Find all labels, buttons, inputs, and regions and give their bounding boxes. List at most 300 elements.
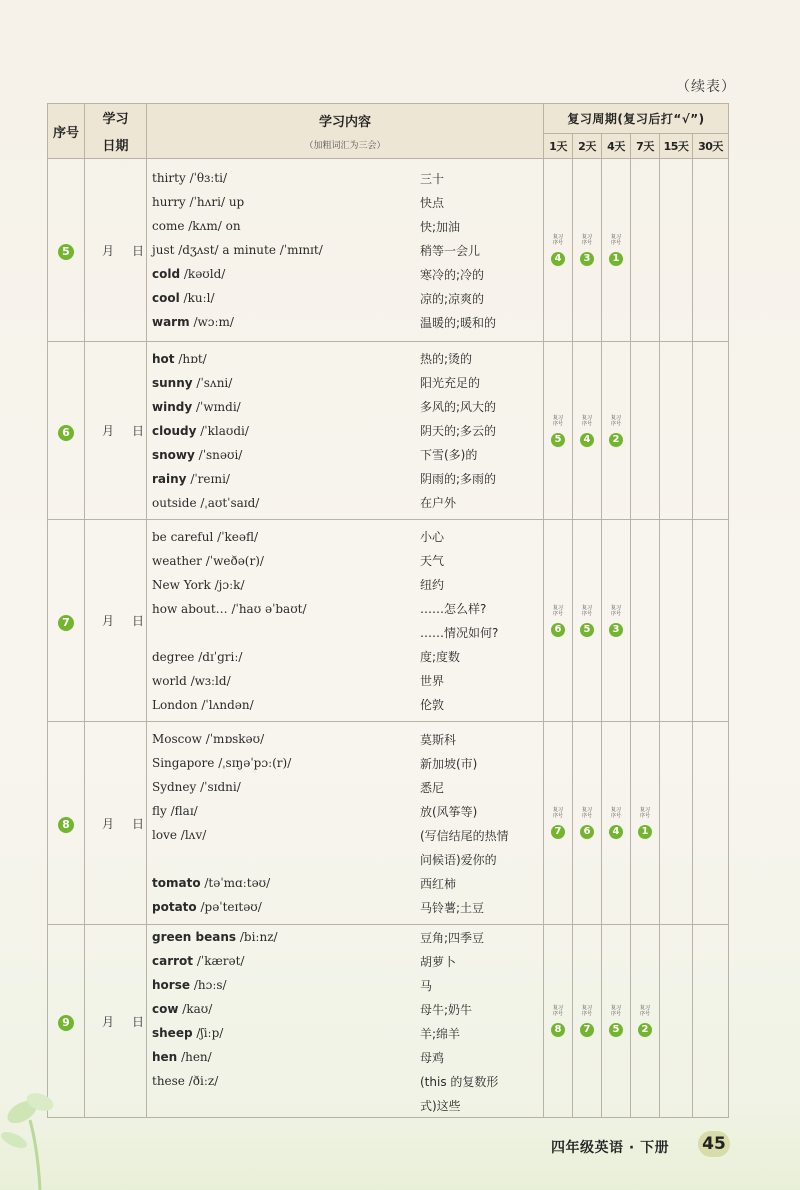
study-content	[147, 342, 544, 520]
vocab-item	[147, 443, 543, 467]
vocab-meaning: 多风的;风大的	[420, 400, 497, 414]
vocab-word: New York	[152, 577, 211, 592]
vocab-word-cell	[147, 424, 420, 438]
study-date-field[interactable]	[85, 722, 147, 925]
review-sequence-number: 5	[551, 433, 565, 447]
vocab-phonetic: /ˈmɒskəʊ/	[205, 732, 265, 746]
review-sequence-badge	[577, 1005, 597, 1037]
vocab-meaning: 莫斯科	[420, 732, 457, 747]
review-checkbox-cell[interactable]	[602, 520, 631, 722]
vocab-meaning: ……情况如何?	[420, 626, 499, 640]
vocab-meaning: 在户外	[420, 496, 457, 510]
vocab-word: outside	[152, 495, 197, 510]
section-number	[48, 342, 85, 520]
vocab-meaning: 稍等一会儿	[420, 243, 481, 258]
vocab-item	[147, 310, 543, 334]
vocab-item	[147, 799, 543, 823]
vocab-item	[147, 395, 543, 419]
vocab-item	[147, 1093, 543, 1117]
vocab-word-cell	[147, 954, 420, 968]
review-checkbox-cell[interactable]	[602, 342, 631, 520]
day-label: 日	[132, 1014, 145, 1029]
review-checkbox-cell[interactable]	[660, 925, 693, 1118]
section-number	[48, 722, 85, 925]
review-checkbox-cell[interactable]	[631, 520, 660, 722]
vocab-word: how about…	[152, 601, 228, 616]
vocab-word: thirty	[152, 171, 186, 185]
vocab-phonetic: /dɪˈgriː/	[198, 649, 243, 664]
review-badge-label: 序号	[639, 813, 650, 819]
review-badge-label: 复习	[610, 1005, 621, 1011]
review-checkbox-cell[interactable]	[602, 722, 631, 925]
review-sequence-badge	[577, 234, 597, 266]
vocab-item	[147, 669, 543, 693]
vocab-meaning: 快;加油	[420, 219, 461, 234]
vocab-item	[147, 371, 543, 395]
review-badge-label: 序号	[581, 813, 592, 819]
review-sequence-number: 2	[638, 1023, 652, 1037]
section-row	[48, 520, 729, 722]
review-sequence-badge	[577, 605, 597, 637]
vocab-meaning: 小心	[420, 530, 445, 544]
review-badge-label: 复习	[552, 234, 563, 240]
vocab-meaning: 度;度数	[420, 650, 461, 664]
vocab-item	[147, 525, 543, 549]
study-date-field[interactable]	[85, 520, 147, 722]
review-checkbox-cell[interactable]	[602, 925, 631, 1118]
vocab-phonetic: /ˈsʌni/	[196, 375, 233, 390]
vocab-word-cell	[147, 578, 420, 592]
vocab-meaning: 马	[420, 978, 433, 993]
section-number-badge: 8	[58, 817, 74, 833]
vocab-item	[147, 597, 543, 621]
vocab-item	[147, 775, 543, 799]
day-label: 日	[132, 614, 145, 628]
vocab-item	[147, 573, 543, 597]
vocab-word-cell	[147, 804, 420, 818]
vocab-phonetic: /ˈreɪni/	[190, 471, 230, 486]
review-sequence-badge	[548, 415, 568, 447]
review-sequence-badge	[606, 807, 626, 839]
vocab-word-cell	[147, 602, 420, 616]
vocab-meaning: (写信结尾的热情	[420, 828, 509, 843]
header-date	[85, 104, 147, 159]
review-sequence-number: 4	[551, 252, 565, 266]
vocab-phonetic: /flaɪ/	[170, 804, 198, 818]
vocab-word-cell	[147, 780, 420, 794]
vocab-word: love	[152, 828, 177, 842]
header-seq: 序号	[48, 104, 85, 159]
vocab-word-cell	[147, 1074, 420, 1088]
header-day: 7天	[631, 133, 660, 158]
vocab-word-cell	[147, 530, 420, 544]
vocab-meaning: 凉的;凉爽的	[420, 291, 485, 306]
header-content-title: 学习内容	[318, 115, 371, 130]
review-badge-label: 复习	[552, 1005, 563, 1011]
vocab-word: tomato	[152, 876, 201, 890]
vocab-phonetic: /ˈhʌri/ up	[189, 195, 245, 209]
vocab-word-cell	[147, 219, 420, 233]
vocab-word-cell	[147, 1002, 420, 1016]
vocab-phonetic: /ʃiːp/	[196, 1026, 224, 1040]
vocab-word: hurry	[152, 195, 186, 209]
vocab-meaning: ……怎么样?	[420, 602, 487, 616]
month-label: 月	[102, 1014, 115, 1029]
review-badge-label: 序号	[581, 240, 592, 246]
vocab-meaning: 寒冷的;冷的	[420, 267, 485, 282]
vocab-word-cell	[147, 376, 420, 390]
review-sequence-number: 4	[580, 433, 594, 447]
plant-illustration	[0, 1040, 90, 1190]
review-checkbox-cell[interactable]	[660, 520, 693, 722]
vocab-meaning: 纽约	[420, 578, 445, 592]
vocab-phonetic: /pəˈteɪtəʊ/	[200, 900, 262, 914]
vocab-word: Moscow	[152, 732, 202, 746]
section-row	[48, 159, 729, 342]
vocab-meaning: 阳光充足的	[420, 376, 481, 390]
review-badge-label: 复习	[552, 604, 563, 611]
vocab-word: cloudy	[152, 423, 197, 438]
vocab-word: horse	[152, 978, 190, 992]
review-badge-label: 序号	[552, 610, 563, 617]
vocab-word-cell	[147, 448, 420, 462]
vocab-word: weather	[152, 553, 202, 568]
review-sequence-badge	[635, 807, 655, 839]
day-label: 日	[132, 424, 145, 438]
review-checkbox-cell[interactable]	[544, 342, 573, 520]
vocab-word-cell	[147, 876, 420, 890]
header-day: 15天	[660, 133, 693, 158]
review-badge-label: 复习	[552, 807, 563, 813]
review-checkbox-cell[interactable]	[573, 925, 602, 1118]
section-number-badge: 9	[58, 1015, 74, 1031]
review-sequence-number: 7	[580, 1023, 594, 1037]
review-checkbox-cell[interactable]	[660, 159, 693, 342]
book-title: 四年级英语 · 下册	[551, 1140, 670, 1156]
vocab-item	[147, 1069, 543, 1093]
study-date-field[interactable]	[85, 342, 147, 520]
page-number: 45	[698, 1131, 730, 1157]
vocab-word: green beans	[152, 930, 237, 944]
review-checkbox-cell[interactable]	[693, 342, 729, 520]
vocab-phonetic: /jɔːk/	[214, 577, 245, 592]
header-date-line1: 学习	[102, 112, 129, 127]
section-row	[48, 342, 729, 520]
review-badge-label: 序号	[610, 813, 621, 819]
vocab-item	[147, 1021, 543, 1045]
vocab-phonetic: /ˈweðə(r)/	[205, 553, 264, 568]
vocab-phonetic: /ˈwɪndi/	[195, 399, 241, 414]
vocab-item	[147, 286, 543, 310]
review-sequence-number: 1	[609, 252, 623, 266]
vocab-phonetic: /hen/	[181, 1050, 212, 1064]
vocab-item	[147, 895, 543, 919]
vocab-phonetic: /ˌaʊtˈsaɪd/	[200, 495, 260, 510]
review-badge-label: 复习	[581, 414, 592, 421]
review-badge-label: 序号	[610, 240, 621, 246]
section-number	[48, 159, 85, 342]
vocab-word-cell	[147, 978, 420, 992]
vocab-meaning: 阴天的;多云的	[420, 424, 497, 438]
vocab-item	[147, 727, 543, 751]
vocab-word: Sydney	[152, 780, 197, 794]
vocab-phonetic: /wɔːm/	[193, 315, 234, 329]
vocab-item	[147, 871, 543, 895]
review-sequence-number: 8	[551, 1023, 565, 1037]
vocab-phonetic: /kaʊ/	[182, 1002, 213, 1016]
review-checkbox-cell[interactable]	[631, 925, 660, 1118]
vocab-item	[147, 190, 543, 214]
vocab-phonetic: /ˈlʌndən/	[201, 697, 254, 712]
vocab-word: potato	[152, 900, 197, 914]
vocab-meaning: 世界	[420, 674, 445, 688]
vocab-word-cell	[147, 828, 420, 842]
vocab-word: Singapore	[152, 756, 215, 770]
review-checkbox-cell[interactable]	[631, 159, 660, 342]
vocab-word: world	[152, 673, 187, 688]
vocab-phonetic: /ˌsɪŋəˈpɔː(r)/	[218, 756, 292, 770]
vocab-word-cell	[147, 243, 420, 257]
vocab-item	[147, 491, 543, 515]
review-sequence-badge	[606, 1005, 626, 1037]
vocab-word: just	[152, 243, 175, 257]
vocab-word-cell	[147, 756, 420, 770]
review-checkbox-cell[interactable]	[573, 159, 602, 342]
vocab-item	[147, 973, 543, 997]
vocab-word: warm	[152, 315, 190, 329]
review-sequence-badge	[635, 1005, 655, 1037]
vocab-word-cell	[147, 650, 420, 664]
vocab-word: rainy	[152, 471, 187, 486]
review-checkbox-cell[interactable]	[544, 925, 573, 1118]
review-badge-label: 序号	[581, 420, 592, 427]
vocab-word-cell	[147, 674, 420, 688]
header-content	[147, 104, 544, 159]
review-badge-label: 序号	[639, 1011, 650, 1017]
vocab-word: sheep	[152, 1026, 193, 1040]
review-badge-label: 序号	[581, 1011, 592, 1017]
day-label: 日	[132, 816, 145, 831]
vocab-word-cell	[147, 732, 420, 746]
vocab-word-cell	[147, 352, 420, 366]
review-checkbox-cell[interactable]	[660, 722, 693, 925]
vocab-item	[147, 847, 543, 871]
vocab-word: carrot	[152, 954, 194, 968]
review-badge-label: 序号	[610, 610, 621, 617]
review-checkbox-cell[interactable]	[602, 159, 631, 342]
vocab-meaning: 胡萝卜	[420, 954, 457, 969]
review-badge-label: 复习	[581, 234, 592, 240]
review-checkbox-cell[interactable]	[573, 722, 602, 925]
vocab-item	[147, 419, 543, 443]
section-row	[48, 925, 729, 1118]
review-sequence-badge	[577, 807, 597, 839]
vocab-phonetic: /təˈmɑːtəʊ/	[204, 876, 271, 890]
review-sequence-number: 7	[551, 825, 565, 839]
review-sequence-badge	[548, 807, 568, 839]
vocab-item	[147, 238, 543, 262]
review-sequence-number: 6	[551, 623, 565, 637]
day-label: 日	[132, 243, 145, 258]
review-checkbox-cell[interactable]	[693, 925, 729, 1118]
vocab-meaning: 天气	[420, 554, 445, 568]
vocab-meaning: 下雪(多)的	[420, 448, 478, 462]
vocab-word: London	[152, 697, 198, 712]
vocab-word-cell	[147, 496, 420, 510]
review-sequence-badge	[577, 415, 597, 447]
vocab-word-cell	[147, 472, 420, 486]
review-checkbox-cell[interactable]	[660, 342, 693, 520]
vocab-phonetic: /kəʊld/	[183, 267, 226, 281]
review-sequence-number: 1	[638, 825, 652, 839]
vocab-item	[147, 925, 543, 949]
vocab-meaning: 新加坡(市)	[420, 756, 478, 771]
review-badge-label: 序号	[552, 813, 563, 819]
review-checkbox-cell[interactable]	[544, 520, 573, 722]
vocab-item	[147, 751, 543, 775]
vocab-word: fly	[152, 804, 167, 818]
review-badge-label: 复习	[552, 414, 563, 421]
study-date-field[interactable]	[85, 159, 147, 342]
vocab-item	[147, 621, 543, 645]
review-sequence-badge	[606, 605, 626, 637]
review-checkbox-cell[interactable]	[631, 342, 660, 520]
vocab-phonetic: /dʒʌst/ a minute /ˈmɪnɪt/	[178, 243, 323, 257]
vocab-meaning: 伦敦	[420, 698, 445, 712]
vocab-word-cell	[147, 195, 420, 209]
vocab-meaning: 快点	[420, 195, 445, 210]
vocab-meaning: 放(风筝等)	[420, 804, 478, 819]
vocab-meaning: 母鸡	[420, 1050, 445, 1065]
vocab-meaning: 悉尼	[420, 780, 445, 795]
vocab-word-cell	[147, 1050, 420, 1064]
vocab-item	[147, 262, 543, 286]
vocab-meaning: 温暖的;暖和的	[420, 315, 497, 330]
vocab-word: cool	[152, 291, 180, 305]
review-sequence-number: 3	[609, 623, 623, 637]
vocab-phonetic: /lʌv/	[180, 828, 207, 842]
vocab-meaning: 热的;烫的	[420, 352, 473, 366]
header-day: 4天	[602, 133, 631, 158]
review-sequence-number: 3	[580, 252, 594, 266]
vocab-word: windy	[152, 399, 193, 414]
vocab-word: be careful	[152, 529, 214, 544]
vocab-meaning: 问候语)爱你的	[420, 852, 497, 867]
month-label: 月	[102, 816, 115, 831]
month-label: 月	[102, 424, 115, 438]
vocab-phonetic: /kʌm/ on	[188, 219, 241, 233]
vocab-item	[147, 645, 543, 669]
vocab-word-cell	[147, 400, 420, 414]
header-review-cycle: 复习周期(复习后打“√”)	[544, 104, 729, 134]
review-sequence-badge	[606, 234, 626, 266]
vocab-meaning: 母牛;奶牛	[420, 1002, 473, 1017]
month-label: 月	[102, 614, 115, 628]
vocab-word-cell	[147, 291, 420, 305]
review-badge-label: 复习	[610, 807, 621, 813]
review-checkbox-cell[interactable]	[631, 722, 660, 925]
header-day: 30天	[693, 133, 729, 158]
vocab-word: snowy	[152, 447, 195, 462]
vocab-phonetic: /ˈkærət/	[196, 954, 245, 968]
review-sequence-badge	[606, 415, 626, 447]
vocab-meaning: 三十	[420, 171, 445, 186]
vocab-word: cow	[152, 1002, 179, 1016]
vocab-item	[147, 214, 543, 238]
vocab-word: degree	[152, 649, 195, 664]
vocab-word: come	[152, 219, 185, 233]
review-sequence-number: 4	[609, 825, 623, 839]
review-checkbox-cell[interactable]	[693, 722, 729, 925]
vocab-word: hot	[152, 351, 175, 366]
vocab-word-cell	[147, 930, 420, 944]
vocab-word-cell	[147, 267, 420, 281]
review-badge-label: 序号	[552, 240, 563, 246]
vocab-phonetic: /wɜːld/	[190, 673, 231, 688]
vocab-word-cell	[147, 698, 420, 712]
vocab-phonetic: /hɒt/	[178, 351, 207, 366]
review-checkbox-cell[interactable]	[544, 722, 573, 925]
section-number-badge: 6	[58, 425, 74, 441]
section-number	[48, 520, 85, 722]
vocab-meaning: 马铃薯;土豆	[420, 900, 485, 915]
review-badge-label: 复习	[610, 234, 621, 240]
review-badge-label: 序号	[610, 420, 621, 427]
review-sequence-number: 6	[580, 825, 594, 839]
header-day: 1天	[544, 133, 573, 158]
vocab-word-cell	[147, 1026, 420, 1040]
vocab-item	[147, 1045, 543, 1069]
vocab-meaning: 西红柿	[420, 876, 457, 891]
header-content-subtitle: （加粗词汇为三会）	[304, 141, 386, 151]
review-checkbox-cell[interactable]	[573, 520, 602, 722]
vocab-phonetic: /kuːl/	[183, 291, 215, 305]
section-number-badge: 7	[58, 615, 74, 631]
vocab-item	[147, 467, 543, 491]
review-badge-label: 序号	[581, 610, 592, 617]
review-badge-label: 序号	[552, 420, 563, 427]
vocab-item	[147, 693, 543, 717]
vocab-word: sunny	[152, 375, 193, 390]
vocab-word: these	[152, 1074, 185, 1088]
vocab-word: hen	[152, 1050, 178, 1064]
vocab-item	[147, 549, 543, 573]
study-date-field[interactable]	[85, 925, 147, 1118]
review-checkbox-cell[interactable]	[693, 159, 729, 342]
review-checkbox-cell[interactable]	[573, 342, 602, 520]
vocab-item	[147, 347, 543, 371]
study-content	[147, 159, 544, 342]
vocab-phonetic: /biːnz/	[239, 930, 278, 944]
vocab-phonetic: /ðiːz/	[188, 1074, 219, 1088]
review-checkbox-cell[interactable]	[544, 159, 573, 342]
continued-label: （续表）	[676, 79, 736, 95]
vocab-phonetic: /hɔːs/	[193, 978, 227, 992]
vocab-phonetic: /ˈsɪdni/	[200, 780, 241, 794]
vocab-meaning: 豆角;四季豆	[420, 930, 485, 945]
vocab-phonetic: /ˈθɜːti/	[189, 171, 227, 185]
review-sequence-number: 2	[609, 433, 623, 447]
review-checkbox-cell[interactable]	[693, 520, 729, 722]
review-badge-label: 复习	[639, 807, 650, 813]
vocab-item	[147, 166, 543, 190]
vocab-item	[147, 949, 543, 973]
study-content	[147, 925, 544, 1118]
header-day: 2天	[573, 133, 602, 158]
section-row	[48, 722, 729, 925]
section-number-badge: 5	[58, 244, 74, 260]
review-badge-label: 复习	[581, 604, 592, 611]
